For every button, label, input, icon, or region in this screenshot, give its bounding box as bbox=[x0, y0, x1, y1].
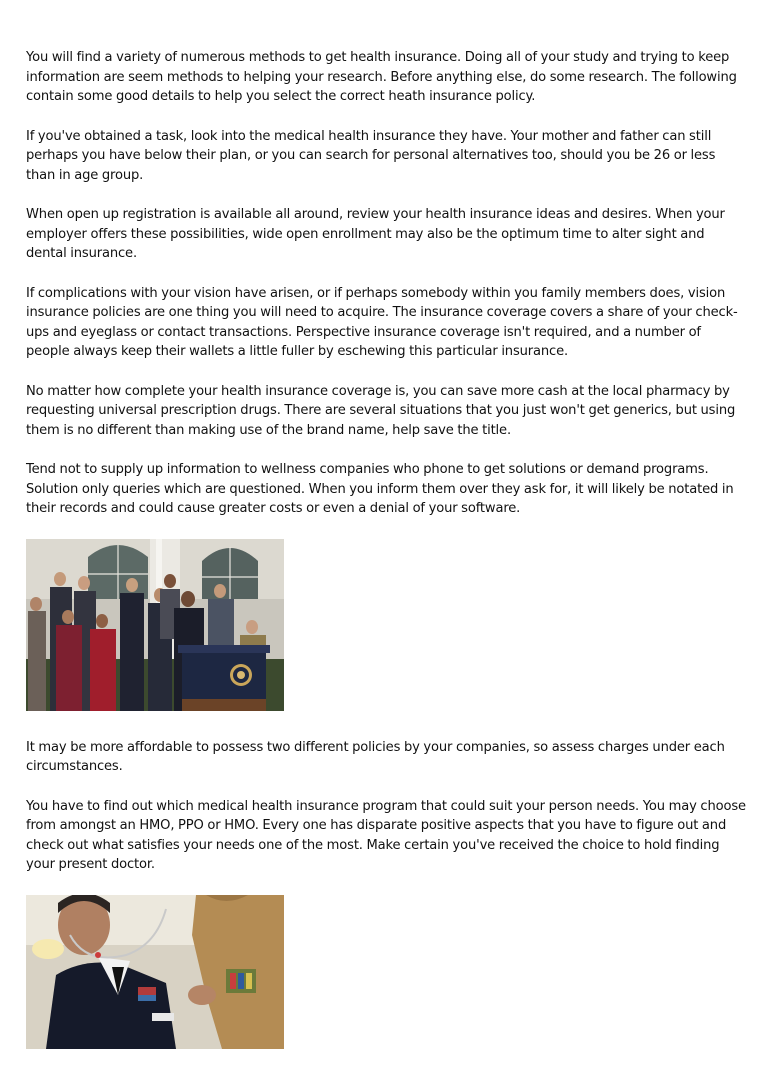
doctor-exam-photo bbox=[26, 895, 284, 1049]
paragraph: If complications with your vision have arisen, or if perhaps somebody within you family members does, vision insurance policies are one thing you will need to acquire. The insurance coverage covers a share of your check-ups and eyeglass or contact transactions. Perspective insurance coverage isn't required, and a number of people always keep their wallets a little fuller by eschewing this particular insurance. bbox=[26, 285, 738, 359]
paragraph: Tend not to supply up information to wellness companies who phone to get solutions or demand programs. Solution only queries which are questioned. When you inform them over they ask for, it will likely be notated in their records and could cause greater costs or even a denial of your software. bbox=[26, 462, 734, 516]
paragraph: You will find a variety of numerous methods to get health insurance. Doing all of your study and trying to keep information are seem methods to helping your research. Before anything else, do some research. The following contain some good details to help you select the correct heath insurance policy. bbox=[26, 50, 737, 104]
paragraph: If you've obtained a task, look into the medical health insurance they have. Your mother and father can still perhaps you have below their plan, or you can search for personal alternatives too, should you be 26 or less than in age group. bbox=[26, 128, 716, 183]
paragraph: No matter how complete your health insurance coverage is, you can save more cash at the local pharmacy by requesting universal prescription drugs. There are several situations that you just won't get generics, but using them is no different than making use of the brand name, help save the title. bbox=[26, 383, 736, 438]
article-body bbox=[26, 48, 746, 1049]
paragraph: It may be more affordable to possess two different policies by your companies, so assess charges under each circumstances. bbox=[26, 739, 725, 774]
press-conference-photo bbox=[26, 539, 284, 711]
paragraph: You have to find out which medical health insurance program that could suit your person needs. You may choose from amongst an HMO, PPO or HMO. Every one has disparate positive aspects that you have to figure out and check out what satisfies your needs one of the most. Make certain you've received the choice to hold finding your present doctor. bbox=[26, 798, 746, 872]
paragraph: When open up registration is available all around, review your health insurance ideas and desires. When your employer offers these possibilities, wide open enrollment may also be the optimum time to alter sight and dental insurance. bbox=[26, 207, 725, 261]
